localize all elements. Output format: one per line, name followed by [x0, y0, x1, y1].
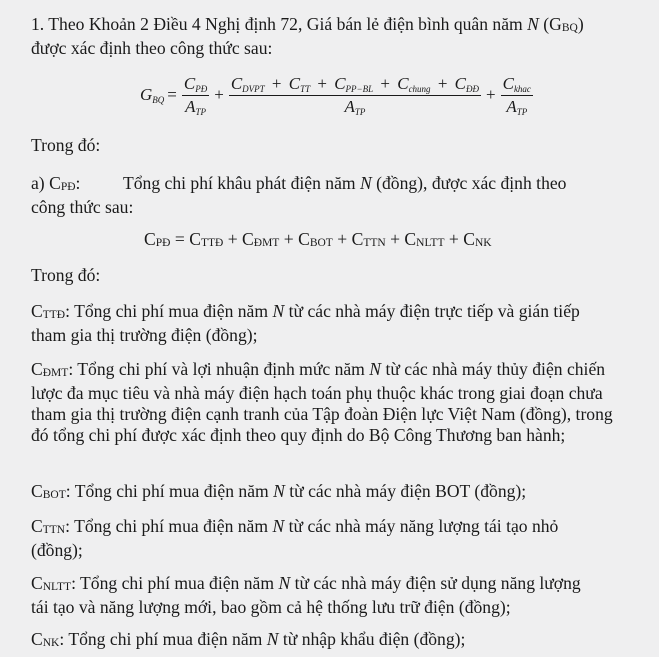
gbq-open: (G: [543, 14, 562, 34]
item-a-label: a) CPĐ:: [31, 173, 81, 193]
formula-lhs: GBQ: [140, 85, 165, 105]
def-cnk: CNK: Tổng chi phí mua điện năm N từ nhập khẩu điện (đồng);: [31, 629, 466, 649]
def-cnltt: CNLTT: Tổng chi phí mua điện năm N từ các nhà máy điện sử dụng năng lượng tái tạo và năng lượng mới, bao gồm cả hệ thống lưu trữ điện (đồng);: [31, 573, 581, 617]
trong-do-label-1: Trong đó:: [31, 135, 101, 155]
trong-do-label-2: Trong đó:: [31, 265, 101, 285]
formula-cpd: CPĐ = CTTĐ + CĐMT + CBOT + CTTN + CNLTT + CNK: [144, 229, 492, 249]
formula-equals: =: [167, 85, 177, 104]
year-variable: N: [527, 14, 539, 34]
fraction-cpd-atp: $\frac{\text{CPĐ}}{\text{ATP}}$: [183, 73, 208, 117]
intro-line1: 1. Theo Khoản 2 Điều 4 Nghị định 72, Giá bán lẻ điện bình quân năm: [31, 14, 523, 34]
item-a-text: Tổng chi phí khâu phát điện năm: [123, 173, 356, 193]
def-cbot: CBOT: Tổng chi phí mua điện năm N từ các nhà máy điện BOT (đồng);: [31, 481, 527, 501]
formula-plus-1: +: [214, 85, 224, 104]
item-a-paragraph: [31, 173, 631, 218]
fraction-ckhac-atp: $\frac{\text{Ckhac}}{\text{ATP}}$: [502, 73, 531, 117]
def-cdmt: CĐMT: Tổng chi phí và lợi nhuận định mức năm N từ các nhà máy thủy điện chiến lược đa mục tiêu và nhà máy điện hạch toán phụ thuộc khác trong giai đoạn chưa tham gia thị trường điện cạnh tranh của Tập đoàn Điện lực Việt Nam (đồng), trong đó tổng chi phí được xác định theo quy định do Bộ Công Thương ban hành;: [31, 359, 613, 445]
intro-paragraph: [31, 14, 631, 59]
formula-gbq: [140, 70, 535, 120]
def-cttn: CTTN: Tổng chi phí mua điện năm N từ các nhà máy năng lượng tái tạo nhỏ (đồng);: [31, 516, 559, 560]
intro-line2: được xác định theo công thức sau:: [31, 38, 273, 58]
formula-plus-2: +: [486, 85, 496, 104]
item-a-line2: công thức sau:: [31, 197, 134, 217]
fraction-sum-atp: CDVPT + CTT + CPP−BL + Cchung + CĐĐ ATP: [230, 73, 479, 117]
gbq-close: ): [577, 14, 584, 34]
gbq-subscript: BQ: [561, 22, 578, 34]
item-a-suffix: (đồng), được xác định theo: [376, 173, 567, 193]
def-cttd: CTTĐ: Tổng chi phí mua điện năm N từ các nhà máy điện trực tiếp và gián tiếp tham gia thị trường điện (đồng);: [31, 301, 580, 345]
item-a-var: N: [359, 173, 372, 193]
